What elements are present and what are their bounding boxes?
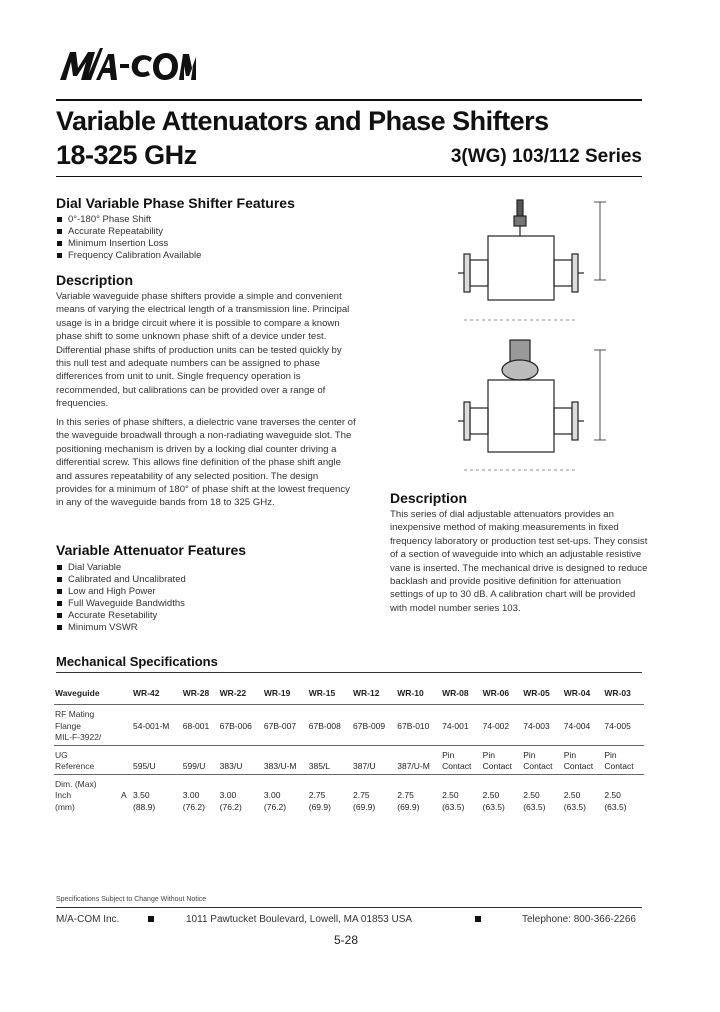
table-cell: 2.75 (69.9) xyxy=(308,774,352,814)
attenuator-description-paragraph: This series of dial adjustable attenuators provides an inexpensive method of making measurements in fixed frequency laboratory or production test set-ups. They consist of a section of waveguide into which an adjustable resistive vane is inserted. The mechanical drive is designed to reduce backlash and provide positive definition for attenuation settings of up to 30 dB. A calibration chart will be provided with model number series 103. xyxy=(390,509,648,614)
footer-address: 1011 Pawtucket Boulevard, Lowell, MA 01853 USA xyxy=(186,914,413,925)
column-header: WR-03 xyxy=(604,688,631,698)
description-paragraph: Variable waveguide phase shifters provide a simple and convenient means of varying the electrical length of a transmission line. Principal usage is in a bridge circuit where it is possible to compare a known phase shift to some unknown phase shift of a device under test. Differential phase shifts of production units can be tested quickly by this null test and adequate numbers can be assigned to phase differences from unit to unit. Single frequency operation is recommended, but calibrations can be provided over a range of frequencies. xyxy=(56,291,350,410)
table-cell: 383/U-M xyxy=(263,745,308,774)
column-header: WR-22 xyxy=(219,688,247,698)
column-header: WR-05 xyxy=(523,688,550,698)
attenuator-drawing xyxy=(458,340,606,470)
table-cell: 74-004 xyxy=(563,705,604,746)
column-header: WR-04 xyxy=(563,688,591,698)
table-cell: 595/U xyxy=(132,745,182,774)
column-header: WR-42 xyxy=(133,688,160,698)
header-rule xyxy=(56,99,642,101)
column-header-waveguide: Waveguide xyxy=(55,688,100,698)
table-cell: Pin Contact xyxy=(603,745,644,774)
footer-bullet xyxy=(148,916,154,922)
column-header: WR-10 xyxy=(397,688,424,698)
frequency-range: 18-325 GHz xyxy=(56,140,197,170)
table-cell: 74-002 xyxy=(482,705,523,746)
table-row-rf-flange xyxy=(54,705,644,746)
table-row-ug-reference xyxy=(54,745,644,774)
table-cell: 3.50 (88.9) xyxy=(132,774,182,814)
table-cell: Pin Contact xyxy=(482,745,523,774)
table-cell: 385/L xyxy=(308,745,352,774)
column-header: WR-06 xyxy=(482,688,510,698)
list-item: Frequency Calibration Available xyxy=(56,250,356,262)
attenuator-description-heading: Description xyxy=(390,490,468,506)
description-heading: Description xyxy=(56,272,134,288)
table-cell: 2.50 (63.5) xyxy=(563,774,604,814)
table-cell: 74-005 xyxy=(603,705,644,746)
specs-rule xyxy=(56,672,642,673)
list-item: Minimum Insertion Loss xyxy=(56,238,356,250)
footer-rule xyxy=(56,907,642,908)
footer-company: M/A-COM Inc. xyxy=(56,914,120,925)
list-item: Accurate Resetability xyxy=(56,610,356,622)
dimension-label: Dim. (Max) Inch (mm) xyxy=(54,774,120,814)
title-rule xyxy=(56,176,642,177)
table-cell: 68-001 xyxy=(182,705,219,746)
ug-reference-label: UG Reference xyxy=(54,745,120,774)
series-label: 3(WG) 103/112 Series xyxy=(450,146,642,167)
column-header: WR-15 xyxy=(308,688,336,698)
table-cell: 74-003 xyxy=(522,705,563,746)
column-header: WR-19 xyxy=(263,688,291,698)
table-cell: 2.75 (69.9) xyxy=(352,774,396,814)
table-cell: 74-001 xyxy=(441,705,482,746)
table-cell: 67B-009 xyxy=(352,705,396,746)
table-cell: 387/U xyxy=(352,745,396,774)
table-cell: 54-001-M xyxy=(132,705,182,746)
table-cell: 2.50 (63.5) xyxy=(482,774,523,814)
macom-logo xyxy=(56,42,196,90)
mechanical-specs-heading: Mechanical Specifications xyxy=(56,654,218,669)
table-cell: 2.75 (69.9) xyxy=(396,774,441,814)
rf-flange-label: RF Mating Flange MIL-F-3922/ xyxy=(54,705,120,746)
table-row-dimension xyxy=(54,774,644,814)
list-item: Accurate Repeatability xyxy=(56,226,356,238)
table-cell: 2.50 (63.5) xyxy=(603,774,644,814)
list-item: Full Waveguide Bandwidths xyxy=(56,598,356,610)
phase-shifter-drawing xyxy=(458,200,606,320)
table-cell: Pin Contact xyxy=(563,745,604,774)
table-cell: 67B-006 xyxy=(219,705,263,746)
mechanical-specs-table xyxy=(54,686,644,814)
attenuator-features-heading: Variable Attenuator Features xyxy=(56,542,247,558)
table-cell: 3.00 (76.2) xyxy=(219,774,263,814)
description-paragraph: In this series of phase shifters, a dielectric vane traverses the center of the waveguide broadwall through a non-radiating waveguide slot. The positioning mechanism is driven by a locking dial counter driving a differential screw. This allows fine definition of the phase shift angle and assures repeatability of any selected position. The design provides for a minimum of 180° of phase shift at the lowest frequency in any of the waveguide bands from 18 to 325 GHz. xyxy=(56,417,356,509)
technical-drawing xyxy=(450,190,625,490)
table-cell: 3.00 (76.2) xyxy=(182,774,219,814)
footer-bullet xyxy=(475,916,481,922)
list-item: 0°-180° Phase Shift xyxy=(56,214,356,226)
list-item: Calibrated and Uncalibrated xyxy=(56,574,356,586)
page-title: Variable Attenuators and Phase Shifters xyxy=(56,106,549,136)
table-cell: Pin Contact xyxy=(441,745,482,774)
list-item: Minimum VSWR xyxy=(56,622,356,634)
table-cell: 67B-007 xyxy=(263,705,308,746)
table-cell: 387/U-M xyxy=(396,745,441,774)
table-cell: 383/U xyxy=(219,745,263,774)
specs-notice: Specifications Subject to Change Without Notice xyxy=(56,896,207,903)
table-header-row xyxy=(54,686,644,705)
list-item: Dial Variable xyxy=(56,562,356,574)
column-header: WR-12 xyxy=(353,688,380,698)
dimension-marker: A xyxy=(120,774,132,814)
attenuator-features-list xyxy=(56,562,356,634)
page-number: 5-28 xyxy=(334,933,359,947)
column-header: WR-28 xyxy=(182,688,210,698)
table-cell: 3.00 (76.2) xyxy=(263,774,308,814)
table-cell: 2.50 (63.5) xyxy=(441,774,482,814)
footer-telephone: Telephone: 800-366-2266 xyxy=(522,914,636,925)
column-header: WR-08 xyxy=(442,688,469,698)
list-item: Low and High Power xyxy=(56,586,356,598)
phase-shifter-features-heading: Dial Variable Phase Shifter Features xyxy=(56,195,295,211)
table-cell: 67B-008 xyxy=(308,705,352,746)
table-cell: 2.50 (63.5) xyxy=(522,774,563,814)
table-cell: Pin Contact xyxy=(522,745,563,774)
phase-shifter-features-list xyxy=(56,214,356,262)
table-cell: 599/U xyxy=(182,745,219,774)
table-cell: 67B-010 xyxy=(396,705,441,746)
